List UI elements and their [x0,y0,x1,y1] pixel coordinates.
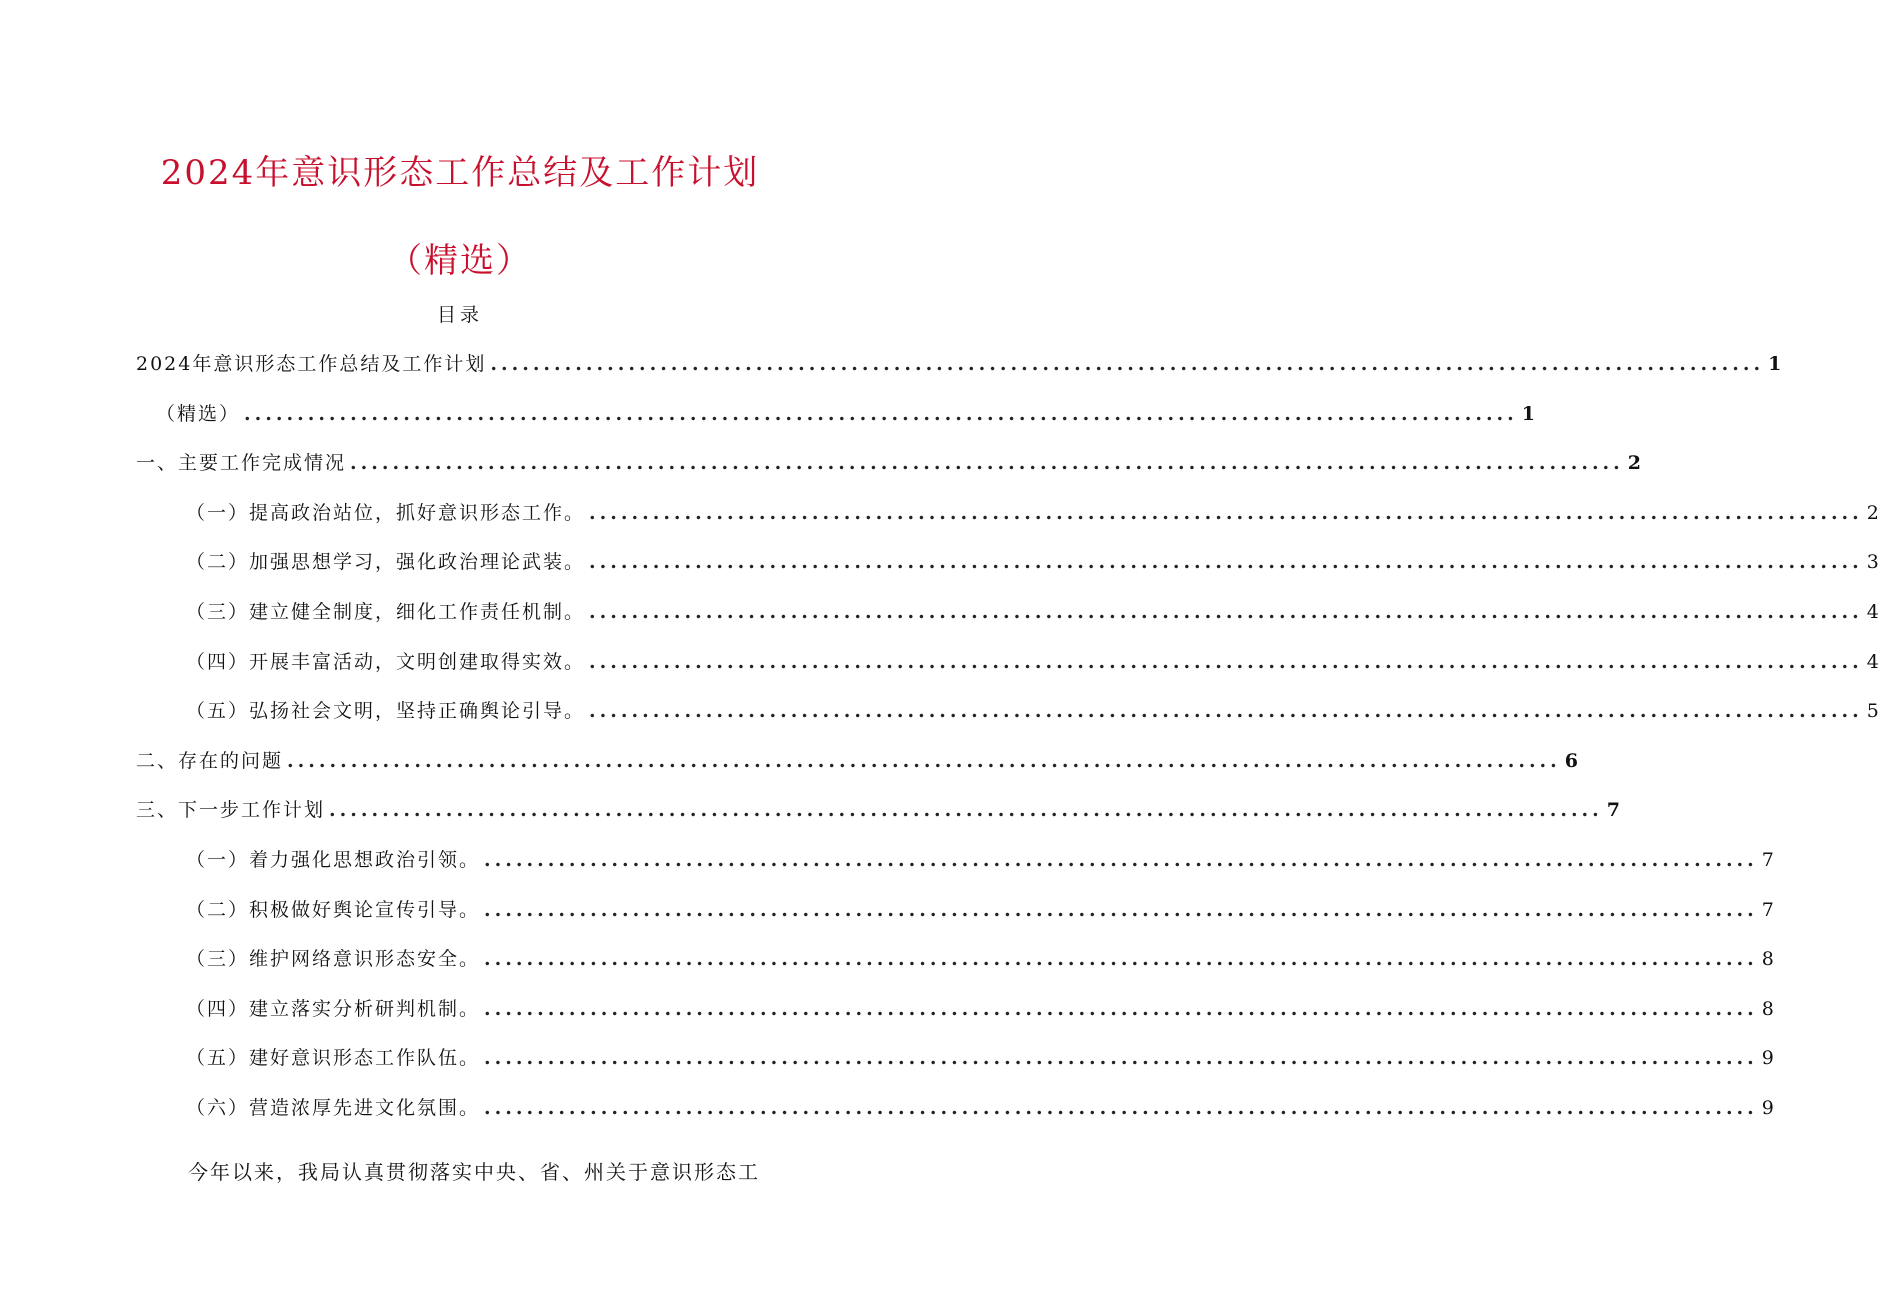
toc-entry[interactable] [136,346,1782,382]
toc-entry[interactable] [186,991,1774,1027]
toc-entry-page-number: 7 [1606,799,1621,822]
toc-entry-page-number: 1 [1768,353,1782,375]
toc-dot-leader: ........................................................................................................................ [484,948,1758,971]
toc-entry-page-number: 1 [1521,402,1536,425]
toc-entry-label: （二）积极做好舆论宣传引导。 [186,898,481,921]
toc-dot-leader: ........................................................................................................................ [484,997,1758,1020]
toc-entry[interactable] [186,1040,1774,1076]
toc-entry[interactable] [186,842,1774,878]
toc-entry-page-number: 7 [1761,849,1774,871]
toc-entry[interactable] [186,892,1774,928]
toc-entry-page-number: 4 [1866,601,1879,623]
toc-entry-label: （五）建好意识形态工作队伍。 [186,1047,481,1070]
toc-entry-label: （六）营造浓厚先进文化氛围。 [186,1097,481,1119]
toc-entry[interactable] [186,1090,1774,1126]
toc-entry-page-number: 8 [1761,948,1774,971]
toc-dot-leader: ........................................................................................................................ [350,452,1624,475]
toc-entry[interactable] [186,594,1879,630]
document-title: 2024年意识形态工作总结及工作计划 [160,153,760,193]
toc-dot-leader: ........................................................................................................................ [287,749,1561,772]
toc-dot-leader: ........................................................................................................................ [329,799,1603,822]
toc-dot-leader: ........................................................................................................................ [589,700,1863,723]
toc-entry-label: （四）开展丰富活动，文明创建取得实效。 [186,650,586,673]
toc-entry-label: 二、存在的问题 [136,749,284,772]
toc-dot-leader: ........................................................................................................................ [484,1047,1758,1070]
toc-entry[interactable] [186,644,1879,680]
toc-dot-leader: ........................................................................................................................ [589,601,1863,623]
toc-dot-leader: ........................................................................................................................ [490,353,1765,375]
toc-dot-leader: ........................................................................................................................ [589,501,1863,524]
document-subtitle: （精选） [388,241,532,281]
toc-entry-label: 三、下一步工作计划 [136,799,326,822]
toc-entry-page-number: 9 [1761,1047,1774,1070]
toc-entry-label: （三）维护网络意识形态安全。 [186,948,481,971]
toc-dot-leader: ........................................................................................................................ [484,898,1758,921]
toc-dot-leader: ........................................................................................................................ [589,551,1863,574]
toc-entry[interactable] [186,693,1879,729]
toc-entry-page-number: 6 [1564,749,1579,772]
toc-entry-label: （三）建立健全制度，细化工作责任机制。 [186,601,586,623]
toc-entry-page-number: 8 [1761,997,1774,1020]
toc-entry[interactable] [186,544,1879,580]
toc-dot-leader: ........................................................................................................................ [589,650,1863,673]
toc-dot-leader: ........................................................................................................................ [484,1097,1758,1119]
toc-entry[interactable] [136,445,1642,481]
toc-entry-label: （精选） [156,402,241,425]
toc-entry[interactable] [186,495,1879,531]
toc-entry[interactable] [156,396,1536,432]
toc-entry-page-number: 9 [1761,1097,1774,1119]
toc-entry-page-number: 5 [1866,700,1879,723]
toc-entry-label: （二）加强思想学习，强化政治理论武装。 [186,551,586,574]
toc-entry-page-number: 7 [1761,898,1774,921]
toc-entry[interactable] [136,792,1621,828]
toc-entry-label: （五）弘扬社会文明，坚持正确舆论引导。 [186,700,586,723]
toc-entry-page-number: 2 [1866,501,1879,524]
toc-entry-label: （一）提高政治站位，抓好意识形态工作。 [186,501,586,524]
body-paragraph: 今年以来，我局认真贯彻落实中央、省、州关于意识形态工 [188,1160,760,1184]
toc-entry-label: 2024年意识形态工作总结及工作计划 [136,353,487,375]
toc-entry[interactable] [186,941,1774,977]
toc-entry-label: 一、主要工作完成情况 [136,452,347,475]
toc-entry-page-number: 2 [1627,452,1642,475]
toc-heading: 目录 [436,304,483,326]
toc-entry-label: （一）着力强化思想政治引领。 [186,849,481,871]
toc-dot-leader: ........................................................................................................................ [484,849,1758,871]
toc-dot-leader: ........................................................................................................................ [244,402,1518,425]
toc-entry[interactable] [136,743,1579,779]
toc-entry-label: （四）建立落实分析研判机制。 [186,997,481,1020]
toc-entry-page-number: 3 [1866,551,1879,574]
toc-entry-page-number: 4 [1866,650,1879,673]
